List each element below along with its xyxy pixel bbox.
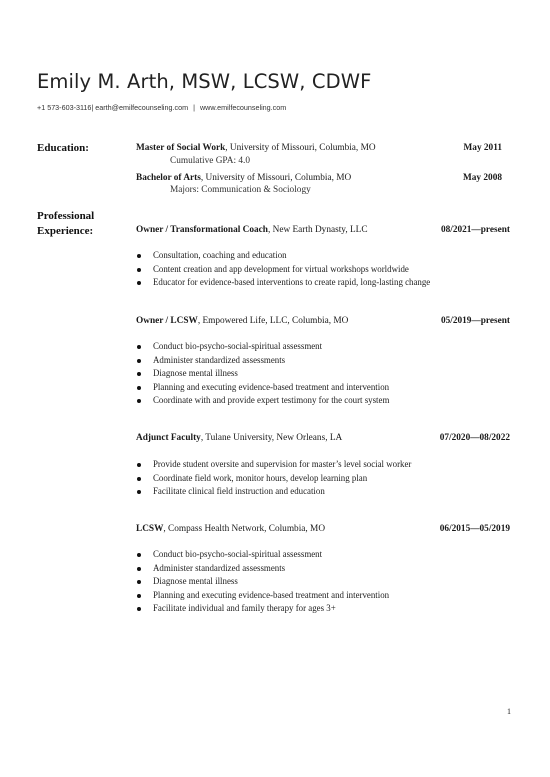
job-org: , Tulane University, New Orleans, LA bbox=[200, 433, 343, 443]
bullet-item bbox=[136, 394, 389, 408]
experience-heading-line: Professional bbox=[37, 210, 95, 222]
degree-date: May 2011 bbox=[463, 143, 502, 153]
bullet-text: Coordinate field work, monitor hours, develop learning plan bbox=[153, 472, 368, 483]
bullet-item bbox=[136, 485, 411, 499]
bullet-item bbox=[136, 575, 389, 589]
bullet-text: Content creation and app development for virtual workshops worldwide bbox=[153, 263, 409, 274]
bullet-dot bbox=[137, 372, 141, 376]
bullet-item bbox=[136, 381, 389, 395]
job-heading bbox=[136, 523, 510, 536]
bullet-text: Planning and executing evidence-based treatment and intervention bbox=[153, 381, 390, 392]
bullet-item bbox=[136, 367, 389, 381]
bullet-text: Educator for evidence-based interventions to create rapid, long-lasting change bbox=[153, 277, 431, 288]
education-entry bbox=[136, 142, 510, 155]
job-dates: 08/2021—present bbox=[440, 225, 510, 235]
page-number: 1 bbox=[507, 707, 511, 716]
degree-school: , University of Missouri, Columbia, MO bbox=[200, 173, 352, 183]
job-title: Adjunct Faculty bbox=[136, 433, 201, 443]
job-bullets bbox=[136, 340, 389, 408]
bullet-item bbox=[136, 354, 389, 368]
bullet-dot bbox=[137, 567, 141, 571]
bullet-text: Provide student oversite and supervision for master’s level social worker bbox=[153, 459, 412, 469]
email-address: earth@emilfecounseling.com bbox=[95, 103, 189, 112]
job-title: LCSW bbox=[136, 524, 164, 534]
bullet-item bbox=[136, 249, 430, 263]
bullet-dot bbox=[137, 463, 141, 467]
bullet-dot bbox=[137, 490, 141, 494]
education-heading: Education: bbox=[37, 142, 89, 154]
bullet-dot bbox=[137, 553, 141, 557]
contact-line bbox=[37, 103, 286, 112]
bullet-dot bbox=[137, 254, 141, 258]
bullet-item bbox=[136, 602, 389, 616]
job-title: Owner / Transformational Coach bbox=[136, 225, 268, 235]
bullet-text: Consultation, coaching and education bbox=[153, 250, 287, 260]
bullet-item bbox=[136, 472, 411, 486]
degree-note: Cumulative GPA: 4.0 bbox=[170, 156, 250, 166]
bullet-dot bbox=[137, 477, 141, 481]
degree-title: Master of Social Work bbox=[136, 143, 226, 153]
bullet-text: Administer standardized assessments bbox=[153, 562, 286, 573]
job-title: Owner / LCSW bbox=[136, 316, 198, 326]
contact-separator: | bbox=[91, 103, 94, 112]
website-link: www.emilfecounseling.com bbox=[199, 103, 287, 112]
degree-title: Bachelor of Arts bbox=[136, 173, 201, 183]
bullet-dot bbox=[137, 359, 141, 363]
contact-separator: | bbox=[193, 103, 195, 112]
job-dates: 07/2020—08/2022 bbox=[439, 433, 510, 443]
job-org: , New Earth Dynasty, LLC bbox=[267, 225, 368, 235]
bullet-item bbox=[136, 548, 389, 562]
bullet-dot bbox=[137, 345, 141, 349]
bullet-item bbox=[136, 458, 411, 472]
job-heading bbox=[136, 224, 510, 237]
experience-heading-line: Experience: bbox=[37, 225, 94, 237]
candidate-name: Emily M. Arth, MSW, LCSW, CDWF bbox=[37, 70, 372, 93]
bullet-text: Diagnose mental illness bbox=[153, 576, 238, 587]
job-heading bbox=[136, 315, 510, 328]
job-bullets bbox=[136, 548, 389, 616]
job-bullets bbox=[136, 458, 411, 499]
job-dates: 05/2019—present bbox=[440, 316, 510, 326]
bullet-dot bbox=[137, 607, 141, 611]
job-org: , Empowered Life, LLC, Columbia, MO bbox=[197, 316, 349, 326]
bullet-item bbox=[136, 276, 430, 290]
bullet-item bbox=[136, 589, 389, 603]
bullet-item bbox=[136, 340, 389, 354]
bullet-text: Administer standardized assessments bbox=[153, 354, 286, 365]
bullet-text: Facilitate clinical field instruction and education bbox=[153, 486, 325, 497]
job-org: , Compass Health Network, Columbia, MO bbox=[163, 524, 326, 534]
bullet-dot bbox=[137, 268, 141, 272]
bullet-text: Conduct bio-psycho-social-spiritual assessment bbox=[153, 341, 323, 351]
experience-heading bbox=[37, 209, 94, 239]
phone-number: +1 573-603-3116 bbox=[37, 103, 92, 112]
bullet-dot bbox=[137, 580, 141, 584]
bullet-dot bbox=[137, 281, 141, 285]
degree-date: May 2008 bbox=[463, 173, 502, 183]
bullet-item bbox=[136, 263, 430, 277]
bullet-text: Facilitate individual and family therapy for ages 3+ bbox=[153, 603, 336, 614]
job-bullets bbox=[136, 249, 430, 290]
job-heading bbox=[136, 432, 510, 445]
degree-school: , University of Missouri, Columbia, MO bbox=[225, 143, 376, 153]
bullet-text: Diagnose mental illness bbox=[153, 368, 238, 379]
bullet-dot bbox=[137, 399, 141, 403]
bullet-item bbox=[136, 562, 389, 576]
job-dates: 06/2015—05/2019 bbox=[439, 524, 510, 534]
bullet-dot bbox=[137, 386, 141, 390]
bullet-text: Coordinate with and provide expert testimony for the court system bbox=[153, 395, 390, 406]
bullet-dot bbox=[137, 594, 141, 598]
bullet-text: Planning and executing evidence-based treatment and intervention bbox=[153, 589, 390, 600]
bullet-text: Conduct bio-psycho-social-spiritual assessment bbox=[153, 549, 323, 559]
degree-note: Majors: Communication & Sociology bbox=[170, 185, 311, 195]
